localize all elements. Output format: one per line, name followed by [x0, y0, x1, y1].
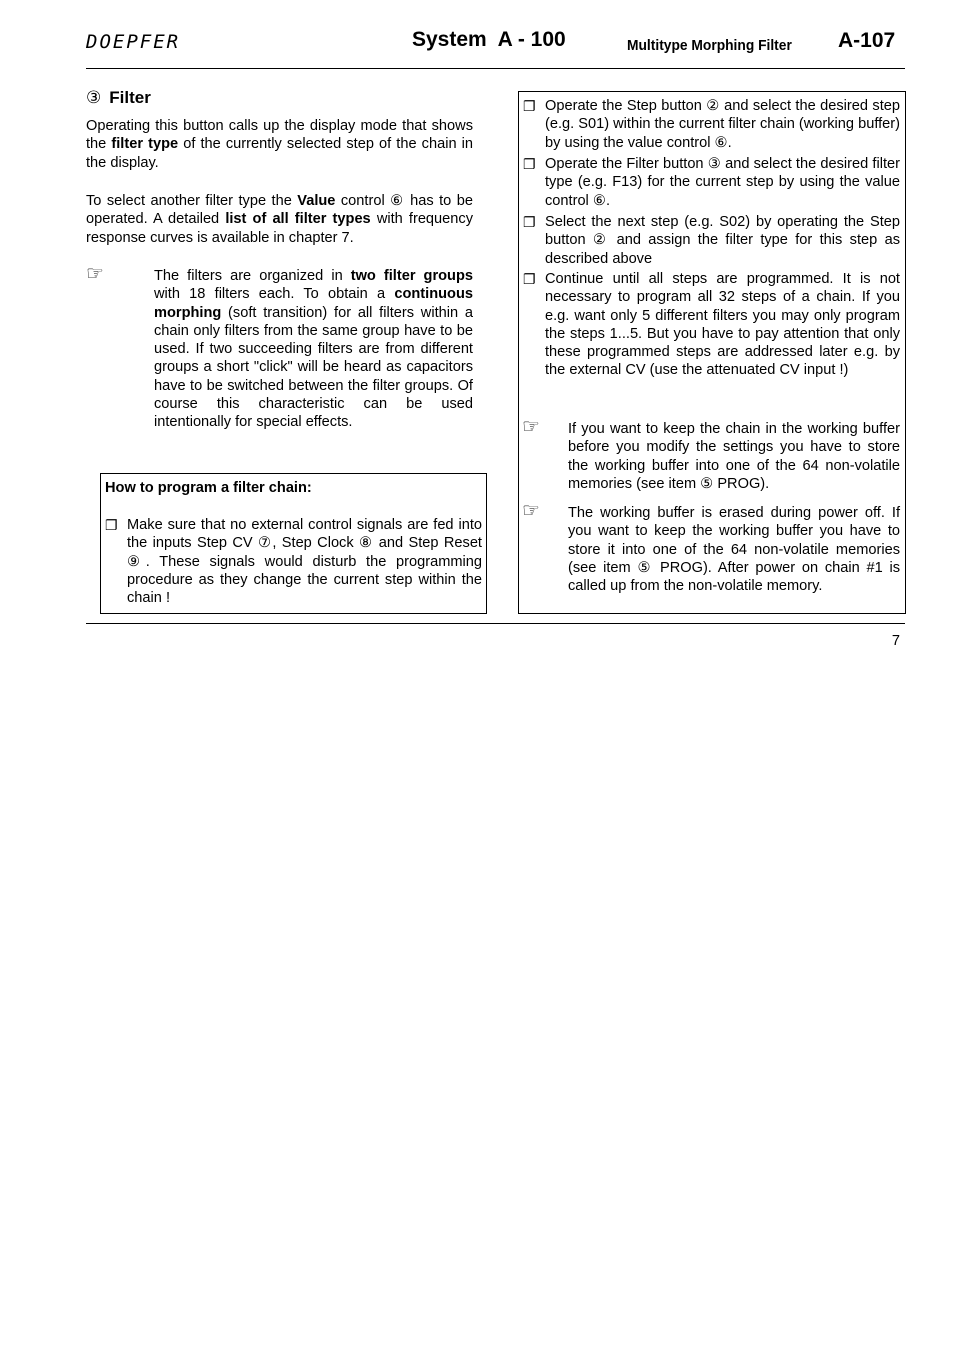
text-run: The filters are organized in: [154, 268, 351, 284]
system-title: System A - 100: [412, 28, 566, 51]
bold-run: two filter groups: [350, 268, 473, 284]
list-item-text: Operate the Step button ② and select the desired step (e.g. S01) within the current filter chain (working buffer) by using the value control ⑥.: [545, 98, 901, 151]
checkbox-bullet-icon: ❐: [523, 98, 536, 114]
module-subtitle: Multitype Morphing Filter: [627, 37, 792, 54]
note-filter-groups: [154, 267, 473, 432]
bold-run: list of all filter types: [225, 211, 371, 228]
text-run: with frequency response curves is available in chapter 7.: [86, 211, 473, 246]
page-header: [86, 28, 905, 69]
list-item: [523, 270, 900, 380]
list-item-text: Make sure that no external control signals are fed into the inputs Step CV ⑦, Step Clock ⑧ and Step Reset ⑨. These signals would disturb the programming procedure as they change the current step within the chain !: [127, 517, 482, 607]
note-power-off: The working buffer is erased during power off. If you want to keep the working buffer you have to store it into one of the 64 non-volatile memories (see item ⑤ PROG). After power on chain #1 is called up from the non-volatile memory.: [568, 505, 900, 595]
list-item-text: Continue until all steps are programmed. It is not necessary to program all 32 steps of a chain. If you e.g. want only 5 different filters you may only program the steps 1...5. But you have to pay attention that only these programmed steps are addressed later e.g. by the external CV (use the attenuated CV input !): [545, 271, 900, 379]
section-title: [86, 89, 151, 107]
list-item: [523, 97, 900, 152]
bold-run: continuous morphing: [154, 286, 473, 321]
text-run: control ⑥ has to be operated. A detailed: [86, 193, 473, 228]
text-run: of the currently selected step of the chain in the display.: [86, 136, 474, 171]
program-steps-box: [518, 91, 906, 614]
paragraph-filter-display: [86, 117, 473, 172]
pointing-hand-icon: ☞: [522, 416, 540, 438]
doepfer-logo: DOEPFER: [86, 31, 181, 53]
page-number: 7: [891, 633, 900, 649]
bold-run: Value: [297, 193, 336, 209]
bold-run: filter type: [111, 136, 179, 153]
checkbox-bullet-icon: ❐: [523, 156, 536, 172]
module-number: A-107: [838, 29, 896, 52]
checkbox-bullet-icon: ❐: [523, 271, 536, 287]
list-item-text: Operate the Filter button ③ and select the desired filter type (e.g. F13) for the current step by using the value control ⑥.: [545, 156, 900, 209]
text-run: To select another filter type the: [86, 193, 298, 209]
pointing-hand-icon: ☞: [86, 263, 104, 285]
box-title: How to program a filter chain:: [105, 480, 312, 496]
checkbox-bullet-icon: ❐: [105, 517, 118, 533]
list-item: [523, 213, 900, 268]
list-item: [105, 516, 482, 607]
text-run: with 18 filters each. To obtain a: [154, 286, 395, 303]
checkbox-bullet-icon: ❐: [523, 214, 536, 230]
text-run: (soft transition) for all filters within a chain only filters from the same group have to be used. If two succeeding filters are from different groups a short "click" will be heard as capacitors have to be switched between the filter groups. Of course this characteristic can be used intentionally for special effects.: [154, 304, 473, 431]
program-chain-box: [100, 473, 487, 614]
note-working-buffer: If you want to keep the chain in the working buffer before you modify the settings you have to store the working buffer into one of the 64 non-volatile memories (see item ⑤ PROG).: [568, 421, 900, 492]
footer-divider: [86, 623, 905, 624]
section-number: ③: [86, 88, 102, 107]
pointing-hand-icon: ☞: [522, 500, 540, 522]
section-title-text: Filter: [109, 88, 151, 107]
text-run: Operating this button calls up the display mode that shows the: [86, 118, 473, 153]
list-item-text: Select the next step (e.g. S02) by operating the Step button ② and assign the filter type for this step as described above: [545, 214, 900, 267]
paragraph-select-filter: [86, 192, 473, 247]
list-item: [523, 155, 900, 210]
